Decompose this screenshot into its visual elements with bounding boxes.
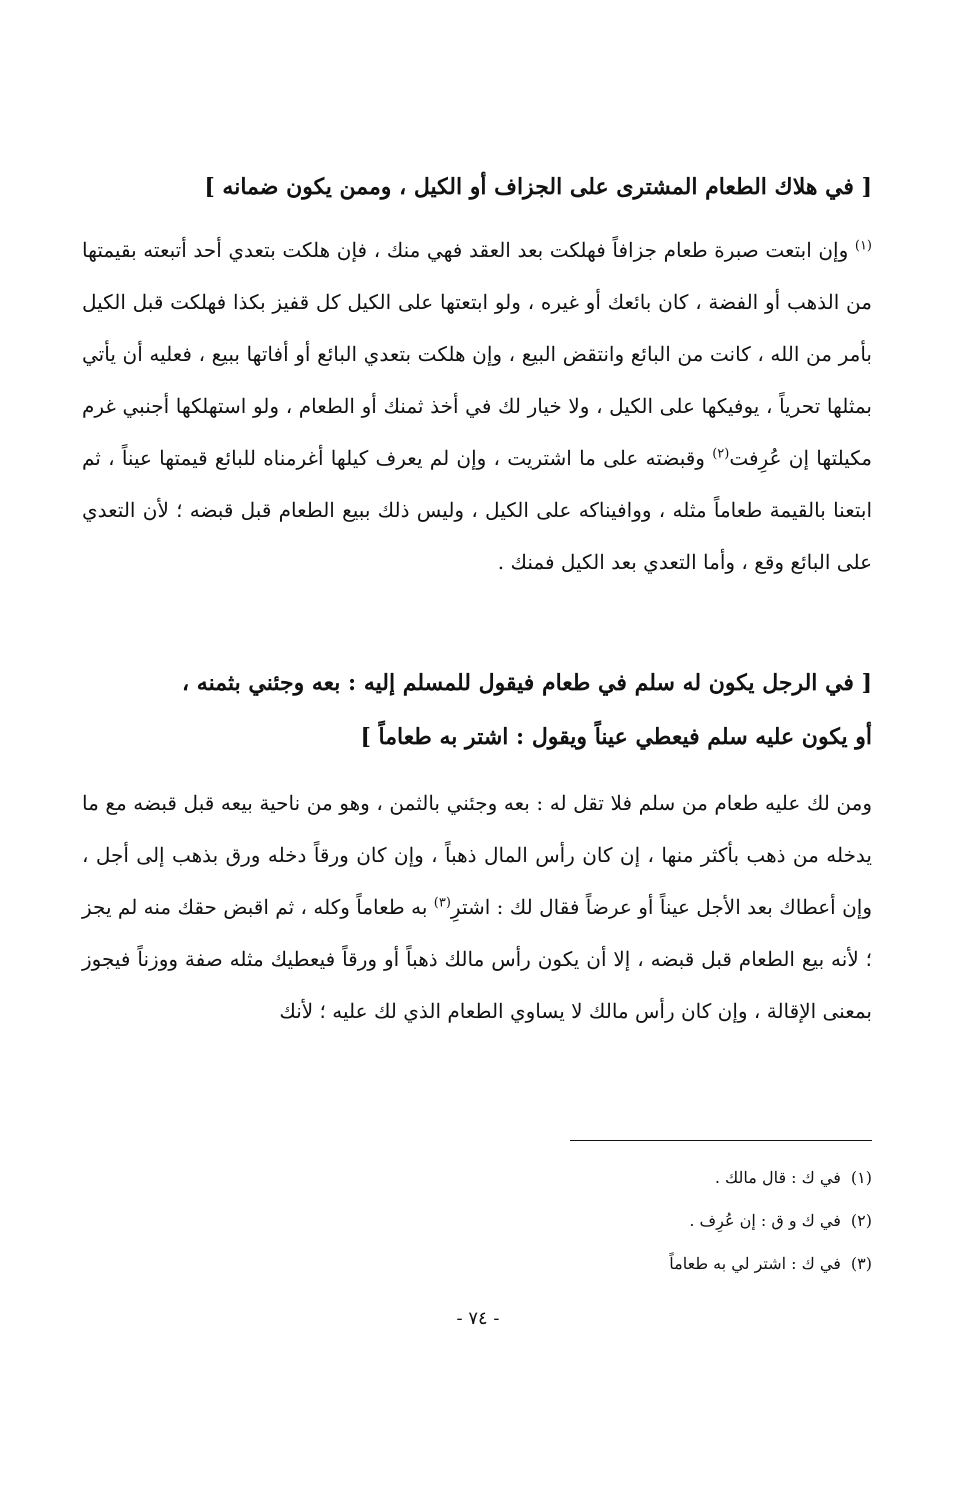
footnote-2-number: (٢) <box>850 1211 872 1230</box>
paragraph-1 <box>82 224 872 588</box>
paragraph-2 <box>82 777 872 1037</box>
footnote-1 <box>372 1156 872 1199</box>
section-heading-2-line-2: أو يكون عليه سلم فيعطي عيناً ويقول : اشتر به طعاماً ] <box>360 724 872 750</box>
footnote-2-text: في ك و ق : إن عُرِف . <box>689 1211 841 1230</box>
footnote-1-number: (١) <box>850 1168 872 1187</box>
footnote-3 <box>372 1242 872 1285</box>
paragraph-1-text-b: وقبضته على ما اشتريت ، وإن لم يعرف كيلها أغرمناه للبائع قيمتها عيناً ، ثم ابتعنا بالقيمة طعاماً مثله ، ووافيناكه على الكيل ، وليس ذلك ببيع الطعام قبل قبضه ؛ لأن التعدي على البائع وقع ، وأما التعدي بعد الكيل فمنك . <box>82 446 872 574</box>
footnote-ref-1: (١) <box>854 238 872 254</box>
section-heading-2-line-1: [ في الرجل يكون له سلم في طعام فيقول للمسلم إليه : بعه وجئني بثمنه ، <box>182 670 872 696</box>
footnote-3-text: في ك : اشتر لي به طعاماً <box>669 1254 841 1273</box>
footnote-ref-3: (٣) <box>433 895 451 911</box>
paragraph-2-text-a: ومن لك عليه طعام من سلم فلا تقل له : بعه وجئني بالثمن ، وهو من ناحية بيعه قبل قبضه مع ما يدخله من ذهب بأكثر منها ، إن كان رأس المال ذهباً ، وإن كان ورقاً دخله ورق بذهب إلى أجل ، وإن أعطاك بعد الأجل عيناً أو عرضاً فقال لك : اشترِ <box>82 791 872 919</box>
footnote-3-number: (٣) <box>850 1254 872 1273</box>
page-number: - ٧٤ - <box>456 1308 500 1329</box>
section-heading-1: [ في هلاك الطعام المشترى على الجزاف أو الكيل ، وممن يكون ضمانه ] <box>204 174 872 200</box>
paragraph-2-text-b: به طعاماً وكله ، ثم اقبض حقك منه لم يجز ؛ لأنه بيع الطعام قبل قبضه ، إلا أن يكون رأس مالك ذهباً أو ورقاً فيعطيك مثله صفة ووزناً فيجوز بمعنى الإقالة ، وإن كان رأس مالك لا يساوي الطعام الذي لك عليه ؛ لأنك <box>82 895 872 1023</box>
footnote-separator <box>570 1140 872 1141</box>
footnote-1-text: في ك : قال مالك . <box>714 1168 841 1187</box>
footnote-ref-2: (٢) <box>712 446 730 462</box>
paragraph-1-text-a: وإن ابتعت صبرة طعام جزافاً فهلكت بعد العقد فهي منك ، فإن هلكت بتعدي أحد أتبعته بقيمتها من الذهب أو الفضة ، كان بائعك أو غيره ، ولو ابتعتها على الكيل كل قفيز بكذا فهلكت قبل الكيل بأمر من الله ، كانت من البائع وانتقض البيع ، وإن هلكت بتعدي البائع أو أفاتها ببيع ، فعليه أن يأتي بمثلها تحرياً ، يوفيكها على الكيل ، ولا خيار لك في أخذ ثمنك أو الطعام ، ولو استهلكها أجنبي غرم مكيلتها إن عُرِفت <box>82 238 873 470</box>
footnotes <box>372 1156 872 1285</box>
footnote-2 <box>372 1199 872 1242</box>
